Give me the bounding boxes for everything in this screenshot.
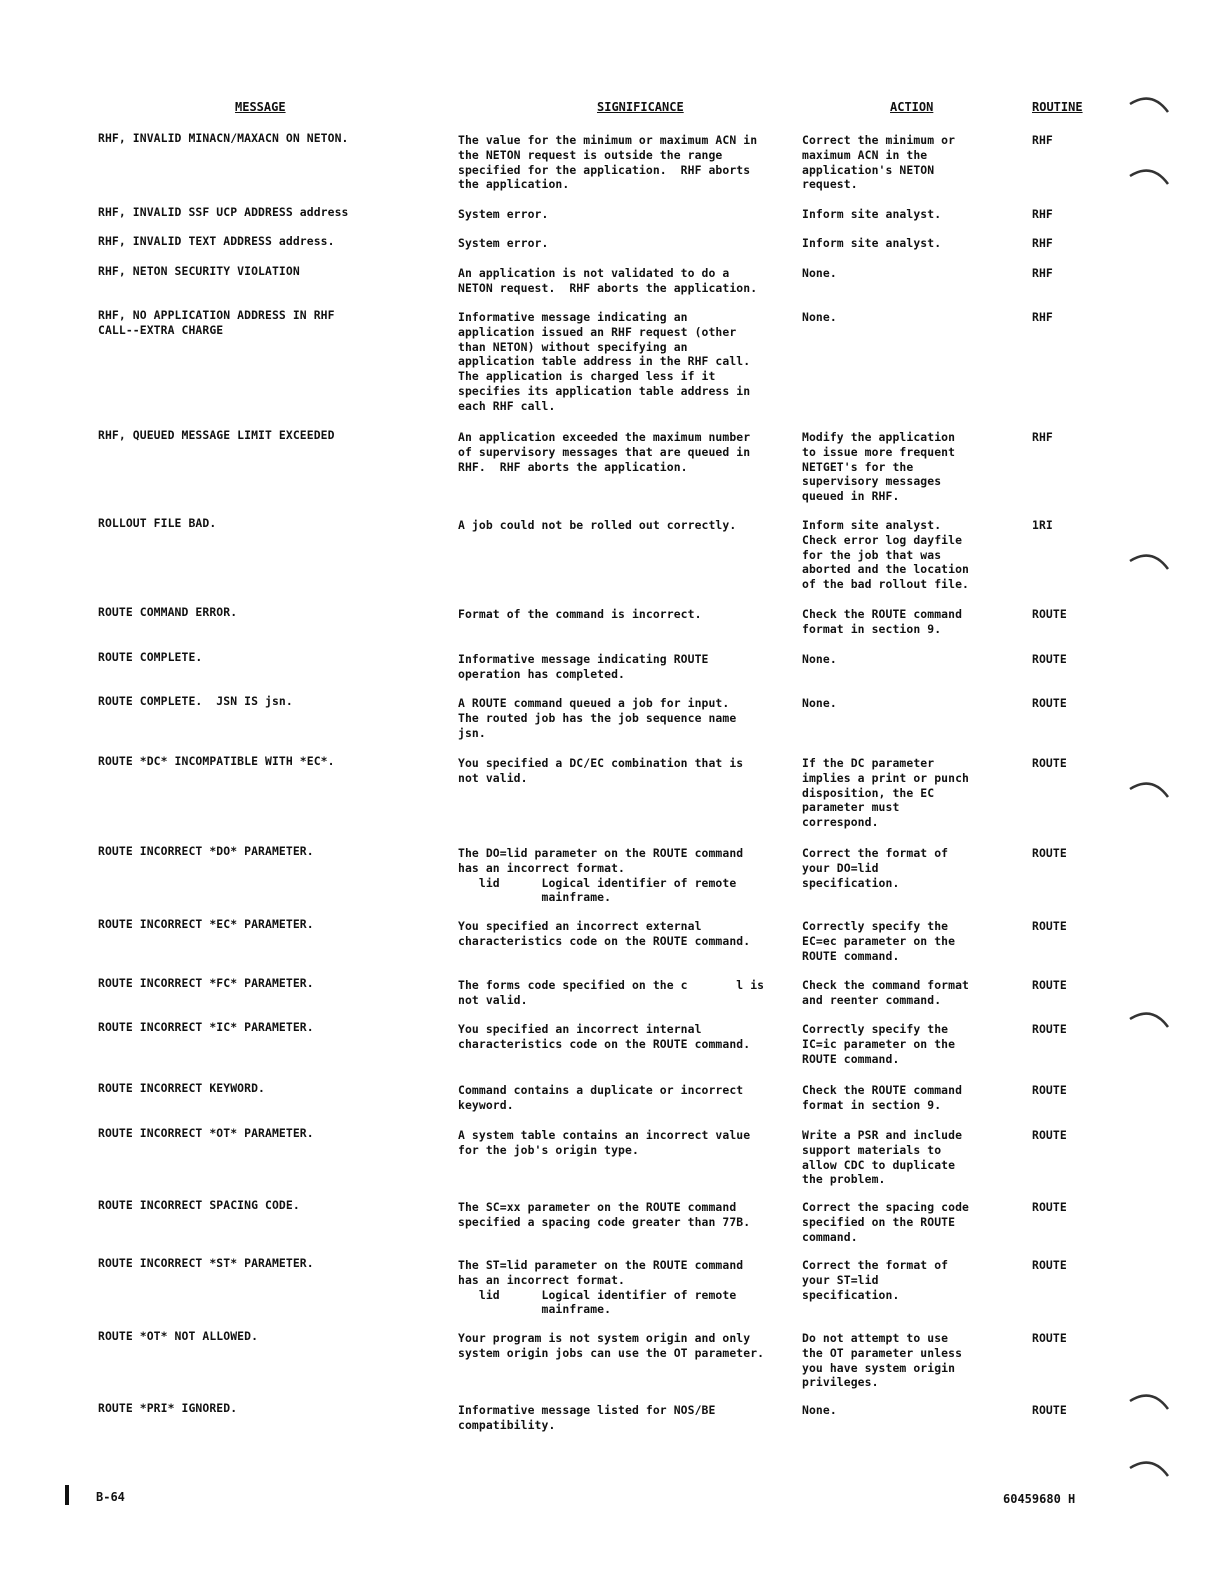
message-cell: ROUTE INCORRECT KEYWORD.: [98, 1081, 265, 1095]
routine-cell: ROUTE: [1032, 1258, 1067, 1272]
action-cell: Correctly specify the IC=ic parameter on the ROUTE command.: [802, 1022, 956, 1066]
action-cell: Modify the application to issue more frequent NETGET's for the supervisory messages queued in RHF.: [802, 430, 956, 504]
action-cell: Write a PSR and include support materials to allow CDC to duplicate the problem.: [802, 1128, 963, 1187]
action-cell: Check the ROUTE command format in section 9.: [802, 607, 963, 636]
binder-hole-mark: [1124, 1452, 1174, 1492]
action-cell: None.: [802, 652, 837, 666]
message-cell: RHF, INVALID SSF UCP ADDRESS address: [98, 205, 349, 219]
significance-cell: A system table contains an incorrect value for the job's origin type.: [458, 1128, 751, 1157]
routine-cell: ROUTE: [1032, 1403, 1067, 1417]
message-cell: ROUTE INCORRECT *IC* PARAMETER.: [98, 1020, 314, 1034]
significance-cell: Informative message indicating an application issued an RHF request (other than NETON) without specifying an application table address in the RHF call. The application is charged less if it specifies its application table address in each RHF call.: [458, 310, 751, 413]
header-action: ACTION: [890, 100, 934, 114]
action-cell: Check the ROUTE command format in section 9.: [802, 1083, 963, 1112]
message-cell: ROUTE INCORRECT *ST* PARAMETER.: [98, 1256, 314, 1270]
routine-cell: ROUTE: [1032, 1200, 1067, 1214]
routine-cell: ROUTE: [1032, 1128, 1067, 1142]
binder-hole-mark: [1124, 160, 1174, 200]
change-bar: [65, 1485, 69, 1505]
significance-cell: The value for the minimum or maximum ACN in the NETON request is outside the range specified for the application. RHF aborts the application.: [458, 133, 758, 192]
action-cell: Do not attempt to use the OT parameter unless you have system origin privileges.: [802, 1331, 963, 1390]
message-cell: ROUTE *PRI* IGNORED.: [98, 1401, 238, 1415]
message-cell: ROUTE *DC* INCOMPATIBLE WITH *EC*.: [98, 754, 335, 768]
message-cell: RHF, INVALID TEXT ADDRESS address.: [98, 234, 335, 248]
action-cell: Inform site analyst.: [802, 236, 942, 250]
routine-cell: ROUTE: [1032, 696, 1067, 710]
message-cell: ROUTE COMPLETE.: [98, 650, 203, 664]
action-cell: None.: [802, 1403, 837, 1417]
action-cell: Correct the spacing code specified on the ROUTE command.: [802, 1200, 969, 1244]
action-cell: None.: [802, 266, 837, 280]
routine-cell: ROUTE: [1032, 756, 1067, 770]
significance-cell: Format of the command is incorrect.: [458, 607, 702, 621]
significance-cell: The ST=lid parameter on the ROUTE command has an incorrect format. lid Logical identifier of remote mainframe.: [458, 1258, 744, 1317]
routine-cell: RHF: [1032, 310, 1053, 324]
header-routine: ROUTINE: [1032, 100, 1083, 114]
message-cell: RHF, QUEUED MESSAGE LIMIT EXCEEDED: [98, 428, 335, 442]
action-cell: Check the command format and reenter command.: [802, 978, 969, 1007]
routine-cell: ROUTE: [1032, 652, 1067, 666]
significance-cell: You specified an incorrect external characteristics code on the ROUTE command.: [458, 919, 751, 948]
routine-cell: ROUTE: [1032, 978, 1067, 992]
routine-cell: ROUTE: [1032, 919, 1067, 933]
page-number: B-64: [96, 1490, 125, 1504]
action-cell: None.: [802, 310, 837, 324]
routine-cell: RHF: [1032, 236, 1053, 250]
action-cell: If the DC parameter implies a print or punch disposition, the EC parameter must correspond.: [802, 756, 969, 830]
action-cell: Correct the minimum or maximum ACN in the application's NETON request.: [802, 133, 956, 192]
document-number: 60459680 H: [1003, 1492, 1076, 1506]
action-cell: None.: [802, 696, 837, 710]
message-cell: ROUTE INCORRECT SPACING CODE.: [98, 1198, 300, 1212]
action-cell: Inform site analyst.: [802, 207, 942, 221]
significance-cell: Your program is not system origin and only system origin jobs can use the OT parameter.: [458, 1331, 765, 1360]
routine-cell: ROUTE: [1032, 1083, 1067, 1097]
routine-cell: 1RI: [1032, 518, 1053, 532]
routine-cell: RHF: [1032, 133, 1053, 147]
routine-cell: ROUTE: [1032, 846, 1067, 860]
binder-hole-mark: [1124, 545, 1174, 585]
message-cell: ROUTE COMMAND ERROR.: [98, 605, 238, 619]
significance-cell: The SC=xx parameter on the ROUTE command specified a spacing code greater than 77B.: [458, 1200, 751, 1229]
message-cell: RHF, NETON SECURITY VIOLATION: [98, 264, 300, 278]
binder-hole-mark: [1124, 1003, 1174, 1043]
significance-cell: An application exceeded the maximum number of supervisory messages that are queued in RHF. RHF aborts the application.: [458, 430, 751, 474]
significance-cell: Command contains a duplicate or incorrect keyword.: [458, 1083, 744, 1112]
action-cell: Correct the format of your ST=lid specification.: [802, 1258, 949, 1302]
routine-cell: ROUTE: [1032, 607, 1067, 621]
header-message: MESSAGE: [235, 100, 286, 114]
routine-cell: ROUTE: [1032, 1331, 1067, 1345]
action-cell: Inform site analyst. Check error log dayfile for the job that was aborted and the location of the bad rollout file.: [802, 518, 969, 592]
significance-cell: You specified an incorrect internal characteristics code on the ROUTE command.: [458, 1022, 751, 1051]
routine-cell: RHF: [1032, 430, 1053, 444]
binder-hole-mark: [1124, 773, 1174, 813]
message-cell: ROUTE COMPLETE. JSN IS jsn.: [98, 694, 293, 708]
significance-cell: A job could not be rolled out correctly.: [458, 518, 737, 532]
message-cell: ROUTE INCORRECT *DO* PARAMETER.: [98, 844, 314, 858]
routine-cell: RHF: [1032, 207, 1053, 221]
binder-hole-mark: [1124, 88, 1174, 128]
action-cell: Correct the format of your DO=lid specification.: [802, 846, 949, 890]
significance-cell: The forms code specified on the c l is not valid.: [458, 978, 765, 1007]
message-cell: ROUTE INCORRECT *OT* PARAMETER.: [98, 1126, 314, 1140]
action-cell: Correctly specify the EC=ec parameter on the ROUTE command.: [802, 919, 956, 963]
significance-cell: Informative message indicating ROUTE operation has completed.: [458, 652, 709, 681]
significance-cell: System error.: [458, 236, 549, 250]
significance-cell: You specified a DC/EC combination that is not valid.: [458, 756, 744, 785]
significance-cell: The DO=lid parameter on the ROUTE command has an incorrect format. lid Logical identifier of remote mainframe.: [458, 846, 744, 905]
message-cell: ROLLOUT FILE BAD.: [98, 516, 217, 530]
message-cell: ROUTE INCORRECT *FC* PARAMETER.: [98, 976, 314, 990]
header-significance: SIGNIFICANCE: [597, 100, 684, 114]
message-cell: RHF, INVALID MINACN/MAXACN ON NETON.: [98, 131, 349, 145]
significance-cell: Informative message listed for NOS/BE compatibility.: [458, 1403, 716, 1432]
routine-cell: RHF: [1032, 266, 1053, 280]
message-cell: ROUTE *OT* NOT ALLOWED.: [98, 1329, 259, 1343]
binder-hole-mark: [1124, 1385, 1174, 1425]
significance-cell: An application is not validated to do a NETON request. RHF aborts the application.: [458, 266, 758, 295]
message-cell: RHF, NO APPLICATION ADDRESS IN RHF CALL--EXTRA CHARGE: [98, 308, 335, 337]
routine-cell: ROUTE: [1032, 1022, 1067, 1036]
significance-cell: A ROUTE command queued a job for input. The routed job has the job sequence name jsn.: [458, 696, 737, 740]
message-cell: ROUTE INCORRECT *EC* PARAMETER.: [98, 917, 314, 931]
significance-cell: System error.: [458, 207, 549, 221]
